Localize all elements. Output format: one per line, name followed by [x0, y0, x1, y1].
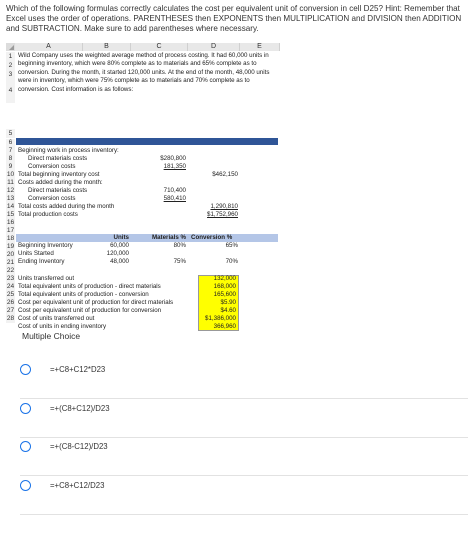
cell-c7: $280,800	[160, 155, 186, 162]
header-band	[16, 138, 278, 145]
cell-b19: 48,000	[110, 258, 129, 265]
cell-a25: Cost per equivalent unit of production for conversion	[18, 307, 162, 314]
cell-d23[interactable]: 165,600	[213, 291, 236, 298]
column-header-a[interactable]: A	[15, 43, 83, 51]
row-header[interactable]: 14	[6, 203, 15, 210]
cell-b16: Units	[113, 234, 129, 241]
radio-button[interactable]	[20, 441, 31, 452]
row-header[interactable]: 25	[6, 291, 15, 298]
cell-d24[interactable]: $5.90	[220, 299, 236, 306]
cell-d26[interactable]: $1,386,000	[205, 315, 236, 322]
row-header[interactable]: 10	[6, 171, 15, 178]
cell-a26: Cost of units transferred out	[18, 315, 95, 322]
cell-a13: Total costs added during the month	[18, 203, 115, 210]
multiple-choice-title: Multiple Choice	[22, 331, 81, 341]
cell-a9: Total beginning inventory cost	[18, 171, 100, 178]
cell-a12: Conversion costs	[28, 195, 76, 202]
cell-a22: Total equivalent units of production - direct materials	[18, 283, 161, 290]
cell-a18: Units Started	[18, 250, 54, 257]
row-header[interactable]: 11	[7, 179, 14, 186]
row-header[interactable]: 22	[6, 267, 15, 274]
row-header[interactable]: 8	[6, 155, 15, 163]
question-text: Which of the following formulas correctly calculates the cost per equivalent unit of conversion in cell D25? Hint: Remember that Excel uses the order of operations. PARENTHESES then EXPONENTS then MULTIPLICATION and DIVISION then ADDITION and SUBTRACTION. Make sure to add parentheses where necessary.	[6, 4, 462, 33]
column-header-b[interactable]: B	[83, 43, 131, 51]
row-header[interactable]: 9	[6, 163, 15, 171]
row-header[interactable]: 16	[6, 219, 15, 226]
choice-label[interactable]: =+(C8+C12)/D23	[50, 404, 110, 413]
cell-d25[interactable]: $4.60	[220, 307, 236, 314]
row-header[interactable]: 1	[6, 52, 15, 61]
cell-c17: 80%	[173, 242, 186, 249]
choice-option-1[interactable]	[6, 350, 468, 390]
row-header[interactable]: 24	[6, 283, 15, 290]
radio-button[interactable]	[20, 364, 31, 375]
cell-b17: 60,000	[110, 242, 129, 249]
column-header-e[interactable]: E	[240, 43, 280, 51]
cell-a14: Total production costs	[18, 211, 78, 218]
cell-a21: Units transferred out	[18, 275, 75, 282]
cell-c12: 580,410	[163, 195, 186, 202]
spreadsheet	[6, 43, 280, 330]
cell-a10: Costs added during the month:	[18, 179, 103, 186]
cell-a23: Total equivalent units of production - conversion	[18, 291, 149, 298]
cell-c11: 710,400	[163, 187, 186, 194]
cell-a6: Beginning work in process inventory:	[18, 147, 119, 154]
cell-a27: Cost of units in ending inventory	[18, 323, 107, 330]
cell-d9: $462,150	[212, 171, 238, 178]
row-header[interactable]: 6	[6, 139, 15, 147]
cell-a17: Beginning Inventory	[18, 242, 73, 249]
divider	[20, 514, 468, 515]
cell-b18: 120,000	[106, 250, 129, 257]
cell-c8: 181,350	[163, 163, 186, 170]
row-header[interactable]: 2	[6, 61, 15, 70]
choice-option-4[interactable]	[6, 466, 468, 506]
column-header-d[interactable]: D	[188, 43, 240, 51]
row-header[interactable]: 21	[6, 259, 15, 266]
cell-d27[interactable]: 366,960	[213, 323, 236, 330]
cell-a11: Direct materials costs	[28, 187, 88, 194]
select-all-corner[interactable]	[6, 43, 15, 51]
row-header[interactable]: 17	[6, 227, 15, 234]
row-header[interactable]: 26	[6, 299, 15, 306]
choice-option-3[interactable]	[6, 427, 468, 467]
cell-d19: 70%	[225, 258, 238, 265]
cell-d21[interactable]: 132,000	[213, 275, 236, 282]
cell-d14: $1,752,960	[207, 211, 238, 218]
cell-d17: 65%	[225, 242, 238, 249]
row-header[interactable]: 19	[6, 243, 15, 250]
row-header[interactable]: 7	[6, 147, 15, 155]
cell-a8: Conversion costs	[28, 163, 76, 170]
row-header[interactable]: 18	[6, 235, 15, 242]
cell-c19: 75%	[173, 258, 186, 265]
cell-c16: Materials %	[151, 234, 186, 241]
cell-a19: Ending Inventory	[18, 258, 65, 265]
cell-d16: Conversion %	[191, 234, 233, 241]
problem-description-cell: Wild Company uses the weighted average method of process costing. It had 60,000 units in beginning inventory, which were 80% complete as to materials and 65% complete as to conversion. During the month, it started 120,000 units. At the end of the month, 48,000 units were in inventory, which were 75% complete as to materials and 70% complete as to conversion. Cost information is as follows:	[18, 52, 270, 93]
choice-option-2[interactable]	[6, 389, 468, 429]
row-header[interactable]: 28	[6, 315, 15, 322]
row-header[interactable]: 27	[6, 307, 15, 314]
row-header[interactable]: 13	[6, 195, 15, 202]
cell-a7: Direct materials costs	[28, 155, 88, 162]
row-header[interactable]: 5	[6, 129, 15, 138]
row-header[interactable]: 12	[6, 187, 15, 194]
cell-d13: 1,290,810	[210, 203, 238, 210]
choice-label[interactable]: =+C8+C12*D23	[50, 365, 106, 374]
choice-label[interactable]: =+C8+C12/D23	[50, 481, 105, 490]
radio-button[interactable]	[20, 480, 31, 491]
choice-label[interactable]: =+(C8-C12)/D23	[50, 442, 108, 451]
column-header-c[interactable]: C	[131, 43, 188, 51]
row-header[interactable]: 15	[6, 211, 15, 218]
row-header[interactable]: 23	[6, 275, 15, 282]
row-header[interactable]: 4	[6, 79, 15, 103]
radio-button[interactable]	[20, 403, 31, 414]
cell-a24: Cost per equivalent unit of production for direct materials	[18, 299, 174, 306]
row-header[interactable]: 3	[6, 70, 15, 79]
cell-d22[interactable]: 168,000	[213, 283, 236, 290]
row-header[interactable]: 20	[6, 251, 15, 258]
